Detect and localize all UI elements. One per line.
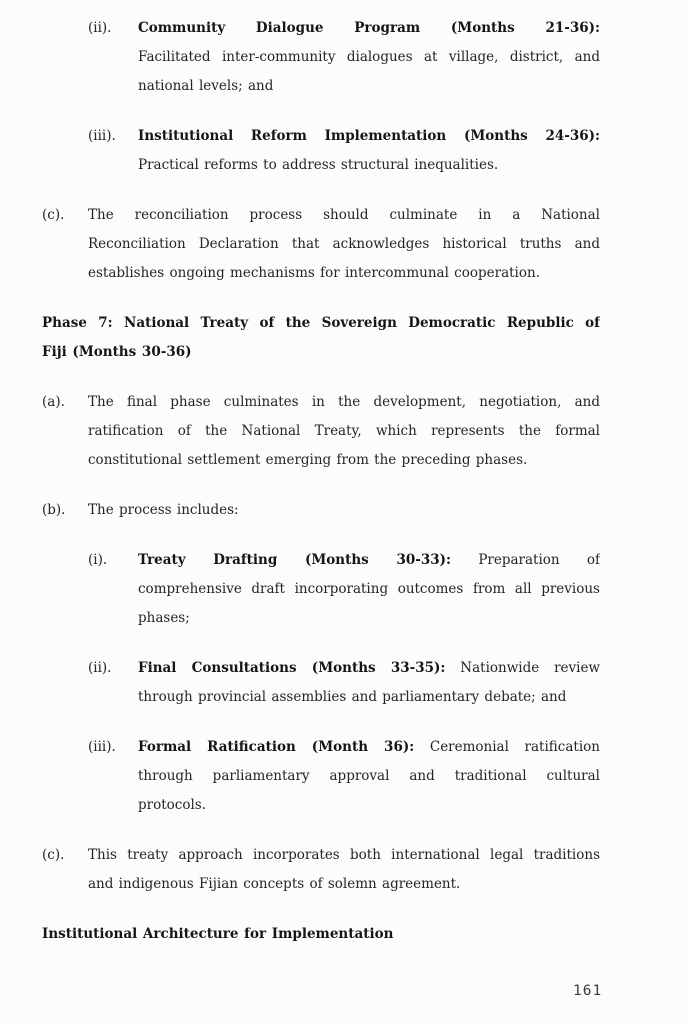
- text-line: The process includes:: [88, 502, 239, 518]
- item-label: (i).: [88, 552, 108, 568]
- text-line: through parliamentary approval and traditional cultural: [138, 768, 600, 784]
- text-line: national levels; and: [138, 78, 274, 94]
- text-line: constitutional settlement emerging from the preceding phases.: [88, 452, 528, 468]
- item-body: [88, 496, 600, 525]
- item-label: (c).: [42, 847, 65, 863]
- item-body: [88, 201, 600, 288]
- item-body: [88, 841, 600, 899]
- text-line: Facilitated inter-community dialogues at village, district, and: [138, 49, 600, 65]
- text-line: Institutional Architecture for Implementation: [42, 926, 394, 942]
- item-body: [138, 546, 600, 633]
- item-label: (b).: [42, 502, 66, 518]
- item-label: (iii).: [88, 128, 116, 144]
- item-body: [138, 122, 600, 180]
- heading-body: [42, 309, 600, 367]
- text-line: comprehensive draft incorporating outcomes from all previous: [138, 581, 600, 597]
- section-heading-institutional-architecture: [42, 920, 600, 949]
- text-line: Treaty Drafting (Months 30-33): Preparation of: [138, 552, 600, 568]
- text-line: This treaty approach incorporates both international legal traditions: [88, 847, 600, 863]
- paragraph-final-phase: [42, 388, 600, 475]
- text-line: Practical reforms to address structural inequalities.: [138, 157, 499, 173]
- text-line: The reconciliation process should culminate in a National: [88, 207, 600, 223]
- section-heading-phase-7: [42, 309, 600, 367]
- item-label: (ii).: [88, 660, 112, 676]
- text-line: protocols.: [138, 797, 207, 813]
- text-line: phases;: [138, 610, 190, 626]
- content-area: [42, 14, 600, 970]
- text-line: The final phase culminates in the development, negotiation, and: [88, 394, 600, 410]
- text-line: Final Consultations (Months 33-35): Nationwide review: [138, 660, 600, 676]
- text-line: and indigenous Fijian concepts of solemn agreement.: [88, 876, 461, 892]
- item-body: [138, 654, 600, 712]
- item-label: (ii).: [88, 20, 112, 36]
- paragraph-process-includes: [42, 496, 600, 525]
- text-line: ratification of the National Treaty, which represents the formal: [88, 423, 600, 439]
- item-label: (iii).: [88, 739, 116, 755]
- list-item-final-consultations: [42, 654, 600, 712]
- heading-body: [42, 920, 600, 949]
- text-line: Phase 7: National Treaty of the Sovereign Democratic Republic of: [42, 315, 600, 331]
- list-item-institutional-reform: [42, 122, 600, 180]
- item-label: (a).: [42, 394, 65, 410]
- text-line: Formal Ratification (Month 36): Ceremonial ratification: [138, 739, 600, 755]
- list-item-treaty-drafting: [42, 546, 600, 633]
- list-item-community-dialogue: [42, 14, 600, 101]
- page-number: 161: [573, 983, 603, 999]
- paragraph-treaty-approach: [42, 841, 600, 899]
- text-line: Fiji (Months 30-36): [42, 344, 192, 360]
- list-item-formal-ratification: [42, 733, 600, 820]
- text-line: through provincial assemblies and parliamentary debate; and: [138, 689, 567, 705]
- text-line: Institutional Reform Implementation (Months 24-36):: [138, 128, 600, 144]
- text-line: establishes ongoing mechanisms for intercommunal cooperation.: [88, 265, 540, 281]
- item-body: [88, 388, 600, 475]
- item-body: [138, 14, 600, 101]
- text-line: Community Dialogue Program (Months 21-36):: [138, 20, 600, 36]
- item-body: [138, 733, 600, 820]
- text-line: Reconciliation Declaration that acknowledges historical truths and: [88, 236, 600, 252]
- paragraph-reconciliation-declaration: [42, 201, 600, 288]
- item-label: (c).: [42, 207, 65, 223]
